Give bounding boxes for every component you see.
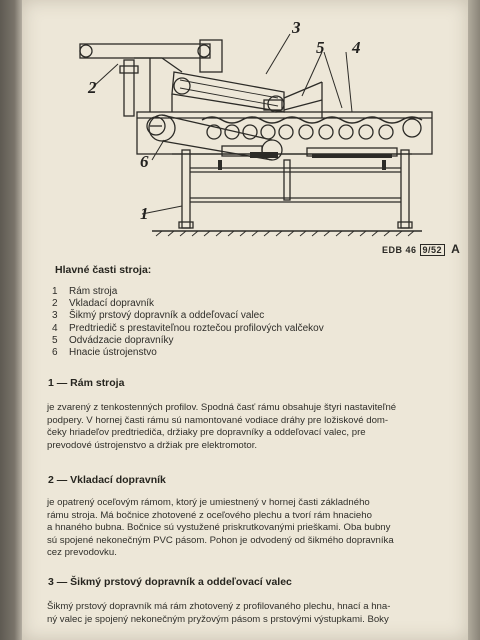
machine-drawing (22, 0, 468, 262)
stamp-prefix: EDB 46 (382, 245, 417, 255)
part-number: 5 (52, 334, 58, 346)
list-item (52, 286, 324, 298)
part-label: Šikmý prstový dopravník a oddeľovací valec (69, 310, 265, 322)
part-number: 3 (52, 310, 58, 322)
stamp-letter: A (451, 242, 461, 256)
text-line: a hnaného bubna. Bočnice sú vystužené priskrutkovanými prieškami. Oba bubny (47, 522, 391, 534)
part-number: 1 (52, 286, 58, 297)
part-number: 2 (52, 298, 58, 310)
callout-1: 1 (140, 204, 149, 223)
part-label: Odvádzacie dopravníky (69, 334, 174, 346)
section-1-title: 1 — Rám stroja (48, 377, 125, 389)
text-line: prevodové ústrojenstvo a držiak pre elektromotor. (47, 439, 258, 451)
parts-heading: Hlavné časti stroja: (55, 264, 152, 276)
list-item (52, 335, 324, 347)
section-3-body (47, 601, 467, 626)
part-number: 4 (52, 322, 58, 334)
part-label: Rám stroja (69, 286, 118, 297)
drawing-stamp (382, 242, 460, 256)
list-item (52, 310, 324, 322)
stamp-number: 9/52 (420, 244, 446, 256)
machine-drawing-svg (22, 0, 468, 262)
callout-2: 2 (88, 78, 97, 97)
part-label: Hnacie ústrojenstvo (69, 347, 157, 359)
text-line: rámu stroja. Má bočnice zhotovené z oceľového plechu a tvorí rám hnacieho (47, 509, 372, 521)
text-line: cez prevodovku. (47, 547, 117, 559)
callout-5: 5 (316, 38, 325, 57)
callout-4: 4 (352, 38, 361, 57)
list-item (52, 347, 324, 359)
list-item (52, 298, 324, 310)
text-line: je opatrený oceľovým rámom, ktorý je umiestnený v hornej časti základného (47, 497, 370, 508)
parts-list (52, 286, 324, 359)
text-line: čeky hriadeľov predtriediča, držiaky pre dopravníky a oddeľovací valec, pre (47, 427, 366, 439)
text-line: Šikmý prstový dopravník má rám zhotovený z profilovaného plechu, hnací a hna- (47, 601, 391, 612)
text-line: je zvarený z tenkostenných profilov. Spodná časť rámu obsahuje štyri nastaviteľné (47, 402, 397, 413)
text-line: ný valec je spojený nekonečným pryžovým pásom s prstovými výstupkami. Boky (47, 613, 389, 625)
section-1-body (47, 402, 467, 452)
list-item (52, 323, 324, 335)
section-2-title: 2 — Vkladací dopravník (48, 474, 166, 486)
callout-6: 6 (140, 152, 149, 171)
text-line: podpery. V hornej časti rámu sú namontované vodiace dráhy pre ložiskové dom- (47, 414, 389, 426)
text-line: sú spojené nekonečným PVC pásom. Pohon je odvodený od šikmého dopravníka (47, 534, 394, 546)
part-label: Vkladací dopravník (69, 298, 155, 310)
callout-3: 3 (292, 18, 301, 37)
part-number: 6 (52, 347, 58, 359)
document-page (22, 0, 468, 640)
part-label: Predtriedič s prestaviteľnou roztečou profilových valčekov (69, 322, 324, 334)
section-3-title: 3 — Šikmý prstový dopravník a oddeľovací valec (48, 576, 292, 588)
section-2-body (47, 497, 467, 560)
